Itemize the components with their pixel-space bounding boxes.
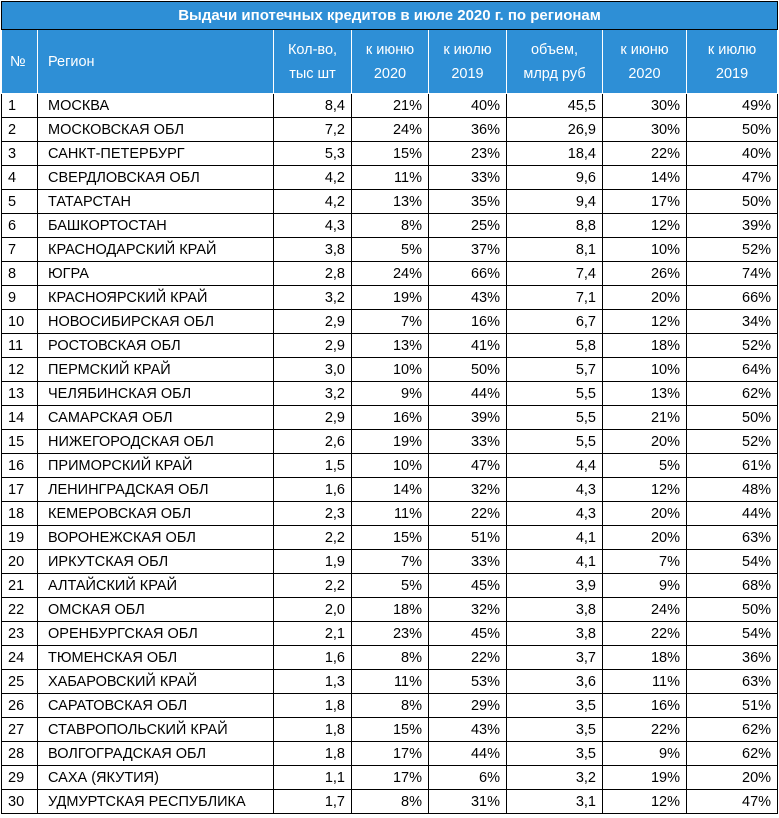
count-vs-june: 10% — [352, 454, 429, 478]
volume-vs-june: 16% — [603, 694, 687, 718]
count-value: 3,2 — [274, 286, 352, 310]
table-row — [2, 526, 778, 550]
count-vs-july: 31% — [429, 790, 507, 814]
row-number: 20 — [2, 550, 38, 574]
count-vs-june: 11% — [352, 166, 429, 190]
region-name: НОВОСИБИРСКАЯ ОБЛ — [38, 310, 274, 334]
volume-value: 3,6 — [507, 670, 603, 694]
count-vs-july: 22% — [429, 646, 507, 670]
volume-vs-june: 17% — [603, 190, 687, 214]
count-vs-june: 8% — [352, 214, 429, 238]
table-row — [2, 574, 778, 598]
volume-value: 3,5 — [507, 742, 603, 766]
volume-vs-june: 13% — [603, 382, 687, 406]
count-vs-june: 11% — [352, 502, 429, 526]
row-number: 18 — [2, 502, 38, 526]
volume-vs-july: 49% — [687, 94, 778, 118]
count-value: 1,1 — [274, 766, 352, 790]
table-row — [2, 406, 778, 430]
row-number: 19 — [2, 526, 38, 550]
volume-vs-july: 62% — [687, 718, 778, 742]
count-vs-june: 7% — [352, 550, 429, 574]
volume-value: 3,5 — [507, 718, 603, 742]
count-value: 4,2 — [274, 166, 352, 190]
count-value: 1,8 — [274, 742, 352, 766]
row-number: 24 — [2, 646, 38, 670]
table-row — [2, 382, 778, 406]
count-vs-june: 19% — [352, 286, 429, 310]
count-value: 7,2 — [274, 118, 352, 142]
region-name: СВЕРДЛОВСКАЯ ОБЛ — [38, 166, 274, 190]
col-header-volume-vs-june: к июню 2020 — [603, 30, 687, 94]
volume-vs-july: 66% — [687, 286, 778, 310]
count-vs-july: 37% — [429, 238, 507, 262]
row-number: 27 — [2, 718, 38, 742]
count-vs-july: 32% — [429, 478, 507, 502]
volume-vs-july: 50% — [687, 406, 778, 430]
count-vs-july: 44% — [429, 742, 507, 766]
count-value: 1,6 — [274, 646, 352, 670]
volume-vs-july: 50% — [687, 118, 778, 142]
volume-vs-july: 36% — [687, 646, 778, 670]
volume-vs-june: 20% — [603, 526, 687, 550]
volume-value: 4,4 — [507, 454, 603, 478]
volume-value: 3,8 — [507, 622, 603, 646]
region-name: АЛТАЙСКИЙ КРАЙ — [38, 574, 274, 598]
table-row — [2, 478, 778, 502]
volume-vs-june: 20% — [603, 286, 687, 310]
count-vs-july: 45% — [429, 622, 507, 646]
row-number: 11 — [2, 334, 38, 358]
volume-value: 9,6 — [507, 166, 603, 190]
region-name: ЧЕЛЯБИНСКАЯ ОБЛ — [38, 382, 274, 406]
volume-value: 3,1 — [507, 790, 603, 814]
table-row — [2, 454, 778, 478]
volume-vs-june: 5% — [603, 454, 687, 478]
row-number: 7 — [2, 238, 38, 262]
count-vs-july: 40% — [429, 94, 507, 118]
volume-vs-july: 52% — [687, 238, 778, 262]
volume-vs-july: 47% — [687, 790, 778, 814]
count-vs-july: 6% — [429, 766, 507, 790]
volume-vs-june: 18% — [603, 334, 687, 358]
region-name: УДМУРТСКАЯ РЕСПУБЛИКА — [38, 790, 274, 814]
volume-value: 6,7 — [507, 310, 603, 334]
row-number: 30 — [2, 790, 38, 814]
table-row — [2, 430, 778, 454]
col-header-count-vs-july: к июлю 2019 — [429, 30, 507, 94]
volume-value: 5,8 — [507, 334, 603, 358]
count-vs-july: 39% — [429, 406, 507, 430]
count-value: 5,3 — [274, 142, 352, 166]
volume-vs-july: 44% — [687, 502, 778, 526]
row-number: 25 — [2, 670, 38, 694]
volume-value: 7,4 — [507, 262, 603, 286]
count-vs-july: 35% — [429, 190, 507, 214]
region-name: ЮГРА — [38, 262, 274, 286]
count-value: 1,8 — [274, 694, 352, 718]
count-vs-july: 66% — [429, 262, 507, 286]
table-row — [2, 502, 778, 526]
count-vs-july: 53% — [429, 670, 507, 694]
count-value: 3,2 — [274, 382, 352, 406]
count-vs-june: 24% — [352, 262, 429, 286]
volume-value: 5,7 — [507, 358, 603, 382]
table-row — [2, 670, 778, 694]
count-value: 3,0 — [274, 358, 352, 382]
region-name: ЛЕНИНГРАДСКАЯ ОБЛ — [38, 478, 274, 502]
table-row — [2, 142, 778, 166]
volume-vs-june: 30% — [603, 118, 687, 142]
volume-value: 26,9 — [507, 118, 603, 142]
volume-vs-june: 9% — [603, 574, 687, 598]
table-row — [2, 550, 778, 574]
count-vs-june: 16% — [352, 406, 429, 430]
table-row — [2, 718, 778, 742]
volume-vs-june: 12% — [603, 478, 687, 502]
row-number: 4 — [2, 166, 38, 190]
region-name: ОМСКАЯ ОБЛ — [38, 598, 274, 622]
count-value: 2,6 — [274, 430, 352, 454]
count-vs-july: 33% — [429, 550, 507, 574]
count-vs-june: 24% — [352, 118, 429, 142]
count-value: 2,2 — [274, 574, 352, 598]
table-row — [2, 94, 778, 118]
count-vs-june: 10% — [352, 358, 429, 382]
region-name: КРАСНОЯРСКИЙ КРАЙ — [38, 286, 274, 310]
table-row — [2, 694, 778, 718]
table-row — [2, 118, 778, 142]
count-value: 1,3 — [274, 670, 352, 694]
table-row — [2, 190, 778, 214]
volume-vs-june: 12% — [603, 214, 687, 238]
volume-vs-july: 62% — [687, 742, 778, 766]
volume-vs-july: 63% — [687, 526, 778, 550]
col-header-count-vs-june: к июню 2020 — [352, 30, 429, 94]
count-vs-july: 41% — [429, 334, 507, 358]
volume-vs-july: 74% — [687, 262, 778, 286]
count-vs-june: 8% — [352, 694, 429, 718]
row-number: 21 — [2, 574, 38, 598]
count-vs-june: 23% — [352, 622, 429, 646]
count-value: 2,9 — [274, 310, 352, 334]
volume-value: 3,5 — [507, 694, 603, 718]
region-name: КЕМЕРОВСКАЯ ОБЛ — [38, 502, 274, 526]
volume-value: 4,3 — [507, 502, 603, 526]
region-name: ИРКУТСКАЯ ОБЛ — [38, 550, 274, 574]
region-name: ОРЕНБУРГСКАЯ ОБЛ — [38, 622, 274, 646]
count-value: 2,3 — [274, 502, 352, 526]
volume-vs-june: 11% — [603, 670, 687, 694]
volume-vs-july: 20% — [687, 766, 778, 790]
volume-vs-july: 52% — [687, 334, 778, 358]
count-vs-july: 29% — [429, 694, 507, 718]
table-row — [2, 262, 778, 286]
count-vs-june: 11% — [352, 670, 429, 694]
volume-vs-june: 10% — [603, 358, 687, 382]
volume-vs-july: 34% — [687, 310, 778, 334]
col-header-volume-vs-july: к июлю 2019 — [687, 30, 778, 94]
count-vs-july: 36% — [429, 118, 507, 142]
region-name: МОСКОВСКАЯ ОБЛ — [38, 118, 274, 142]
region-name: ПЕРМСКИЙ КРАЙ — [38, 358, 274, 382]
count-value: 4,2 — [274, 190, 352, 214]
table-row — [2, 286, 778, 310]
count-vs-june: 17% — [352, 766, 429, 790]
volume-vs-july: 50% — [687, 190, 778, 214]
region-name: САМАРСКАЯ ОБЛ — [38, 406, 274, 430]
volume-value: 4,1 — [507, 526, 603, 550]
row-number: 15 — [2, 430, 38, 454]
count-value: 2,8 — [274, 262, 352, 286]
volume-vs-june: 22% — [603, 718, 687, 742]
count-vs-june: 15% — [352, 142, 429, 166]
count-vs-june: 21% — [352, 94, 429, 118]
table-row — [2, 766, 778, 790]
volume-vs-june: 24% — [603, 598, 687, 622]
volume-value: 45,5 — [507, 94, 603, 118]
volume-vs-june: 20% — [603, 502, 687, 526]
volume-vs-july: 51% — [687, 694, 778, 718]
row-number: 28 — [2, 742, 38, 766]
volume-value: 4,1 — [507, 550, 603, 574]
region-name: САХА (ЯКУТИЯ) — [38, 766, 274, 790]
count-value: 4,3 — [274, 214, 352, 238]
volume-value: 9,4 — [507, 190, 603, 214]
row-number: 29 — [2, 766, 38, 790]
region-name: ХАБАРОВСКИЙ КРАЙ — [38, 670, 274, 694]
table-title: Выдачи ипотечных кредитов в июле 2020 г. по регионам — [2, 2, 778, 30]
count-value: 2,0 — [274, 598, 352, 622]
volume-vs-june: 7% — [603, 550, 687, 574]
count-vs-june: 7% — [352, 310, 429, 334]
table-row — [2, 598, 778, 622]
volume-value: 8,1 — [507, 238, 603, 262]
count-vs-july: 33% — [429, 430, 507, 454]
region-name: НИЖЕГОРОДСКАЯ ОБЛ — [38, 430, 274, 454]
row-number: 14 — [2, 406, 38, 430]
volume-vs-june: 22% — [603, 142, 687, 166]
row-number: 23 — [2, 622, 38, 646]
count-vs-july: 23% — [429, 142, 507, 166]
count-vs-july: 45% — [429, 574, 507, 598]
volume-value: 3,9 — [507, 574, 603, 598]
col-header-number: № — [2, 30, 38, 94]
row-number: 10 — [2, 310, 38, 334]
region-name: САРАТОВСКАЯ ОБЛ — [38, 694, 274, 718]
volume-vs-july: 61% — [687, 454, 778, 478]
row-number: 3 — [2, 142, 38, 166]
volume-vs-july: 47% — [687, 166, 778, 190]
table-row — [2, 790, 778, 814]
volume-vs-july: 52% — [687, 430, 778, 454]
count-vs-july: 32% — [429, 598, 507, 622]
count-value: 2,2 — [274, 526, 352, 550]
volume-vs-june: 12% — [603, 310, 687, 334]
table-row — [2, 166, 778, 190]
volume-vs-june: 21% — [603, 406, 687, 430]
count-vs-july: 47% — [429, 454, 507, 478]
count-vs-july: 43% — [429, 286, 507, 310]
region-name: ВОЛГОГРАДСКАЯ ОБЛ — [38, 742, 274, 766]
count-vs-june: 5% — [352, 238, 429, 262]
volume-vs-july: 48% — [687, 478, 778, 502]
region-name: ТЮМЕНСКАЯ ОБЛ — [38, 646, 274, 670]
row-number: 9 — [2, 286, 38, 310]
table-row — [2, 742, 778, 766]
volume-vs-june: 30% — [603, 94, 687, 118]
col-header-count: Кол-во, тыс шт — [274, 30, 352, 94]
region-name: ТАТАРСТАН — [38, 190, 274, 214]
table-row — [2, 214, 778, 238]
region-name: КРАСНОДАРСКИЙ КРАЙ — [38, 238, 274, 262]
volume-vs-july: 39% — [687, 214, 778, 238]
count-value: 1,5 — [274, 454, 352, 478]
count-value: 8,4 — [274, 94, 352, 118]
row-number: 22 — [2, 598, 38, 622]
volume-value: 3,7 — [507, 646, 603, 670]
volume-vs-june: 18% — [603, 646, 687, 670]
count-vs-july: 43% — [429, 718, 507, 742]
volume-value: 5,5 — [507, 406, 603, 430]
region-name: САНКТ-ПЕТЕРБУРГ — [38, 142, 274, 166]
count-vs-july: 50% — [429, 358, 507, 382]
row-number: 16 — [2, 454, 38, 478]
volume-vs-july: 40% — [687, 142, 778, 166]
region-name: БАШКОРТОСТАН — [38, 214, 274, 238]
count-vs-june: 18% — [352, 598, 429, 622]
count-vs-june: 19% — [352, 430, 429, 454]
volume-vs-july: 50% — [687, 598, 778, 622]
region-name: МОСКВА — [38, 94, 274, 118]
count-vs-july: 16% — [429, 310, 507, 334]
count-vs-june: 9% — [352, 382, 429, 406]
count-vs-july: 44% — [429, 382, 507, 406]
row-number: 26 — [2, 694, 38, 718]
volume-value: 4,3 — [507, 478, 603, 502]
count-vs-june: 13% — [352, 190, 429, 214]
volume-vs-july: 68% — [687, 574, 778, 598]
volume-vs-july: 62% — [687, 382, 778, 406]
volume-vs-july: 54% — [687, 622, 778, 646]
volume-value: 18,4 — [507, 142, 603, 166]
row-number: 6 — [2, 214, 38, 238]
count-value: 2,1 — [274, 622, 352, 646]
volume-vs-july: 64% — [687, 358, 778, 382]
region-name: ВОРОНЕЖСКАЯ ОБЛ — [38, 526, 274, 550]
volume-value: 3,2 — [507, 766, 603, 790]
volume-vs-july: 63% — [687, 670, 778, 694]
count-vs-july: 33% — [429, 166, 507, 190]
table-row — [2, 238, 778, 262]
volume-vs-june: 22% — [603, 622, 687, 646]
mortgage-table — [1, 1, 778, 814]
volume-value: 8,8 — [507, 214, 603, 238]
volume-vs-june: 12% — [603, 790, 687, 814]
count-vs-july: 22% — [429, 502, 507, 526]
count-vs-july: 51% — [429, 526, 507, 550]
row-number: 8 — [2, 262, 38, 286]
count-value: 1,7 — [274, 790, 352, 814]
count-value: 2,9 — [274, 334, 352, 358]
count-vs-june: 17% — [352, 742, 429, 766]
row-number: 1 — [2, 94, 38, 118]
region-name: СТАВРОПОЛЬСКИЙ КРАЙ — [38, 718, 274, 742]
volume-value: 5,5 — [507, 382, 603, 406]
table-row — [2, 646, 778, 670]
count-vs-june: 5% — [352, 574, 429, 598]
volume-value: 7,1 — [507, 286, 603, 310]
volume-value: 5,5 — [507, 430, 603, 454]
count-vs-june: 15% — [352, 718, 429, 742]
count-vs-june: 15% — [352, 526, 429, 550]
table-row — [2, 358, 778, 382]
table-body — [2, 94, 778, 814]
count-vs-june: 14% — [352, 478, 429, 502]
count-vs-june: 8% — [352, 790, 429, 814]
region-name: ПРИМОРСКИЙ КРАЙ — [38, 454, 274, 478]
region-name: РОСТОВСКАЯ ОБЛ — [38, 334, 274, 358]
table-row — [2, 310, 778, 334]
row-number: 12 — [2, 358, 38, 382]
col-header-region: Регион — [38, 30, 274, 94]
volume-vs-june: 20% — [603, 430, 687, 454]
volume-vs-june: 9% — [603, 742, 687, 766]
col-header-volume: объем, млрд руб — [507, 30, 603, 94]
header-row — [2, 30, 778, 94]
volume-vs-july: 54% — [687, 550, 778, 574]
row-number: 17 — [2, 478, 38, 502]
table-row — [2, 334, 778, 358]
count-value: 1,9 — [274, 550, 352, 574]
row-number: 13 — [2, 382, 38, 406]
volume-vs-june: 26% — [603, 262, 687, 286]
count-vs-july: 25% — [429, 214, 507, 238]
count-value: 1,6 — [274, 478, 352, 502]
volume-vs-june: 10% — [603, 238, 687, 262]
table-row — [2, 622, 778, 646]
volume-value: 3,8 — [507, 598, 603, 622]
count-value: 3,8 — [274, 238, 352, 262]
row-number: 5 — [2, 190, 38, 214]
volume-vs-june: 14% — [603, 166, 687, 190]
row-number: 2 — [2, 118, 38, 142]
count-vs-june: 8% — [352, 646, 429, 670]
count-value: 2,9 — [274, 406, 352, 430]
count-value: 1,8 — [274, 718, 352, 742]
volume-vs-june: 19% — [603, 766, 687, 790]
count-vs-june: 13% — [352, 334, 429, 358]
